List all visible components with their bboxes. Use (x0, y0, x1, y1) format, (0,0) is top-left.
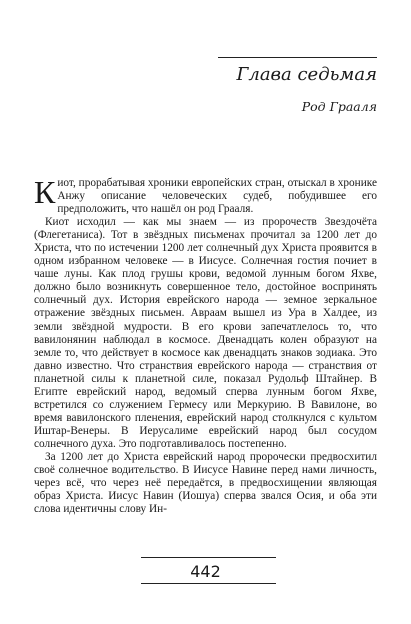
paragraph-1-text: иот, прорабатывая хроники европейских стран, отыскал в хронике Анжу описание человеческих судеб, побудившее его предположить, что нашёл он род Грааля. (57, 177, 377, 216)
page-number: 442 (190, 562, 221, 581)
paragraph-2: Киот исходил — как мы знаем — из пророчеств Звездочёта (Флегетаниса). Тот в звёздных письменах прочитал за 1200 лет до Христа, что по истечении 1200 лет солнечный дух Христа проявится в одном избранном человеке — в Иисусе. Солнечная гостия почиет в чаше луны. Как плод грушы крови, ведомой лунным богом Яхве, должно было возникнуть совершенное тело, достойное воспринять солнечный дух. История еврейского народа — земное зеркальное отражение звёздных письмен. Авраам вышел из Ура в Халдее, из земли звёздной мудрости. В его крови запечатлелось то, что вавилонянин наблюдал в космосе. Двенадцать колен образуют на земле то, что действует в космосе как двенадцать знаков зодиака. Это давно известно. Что странствия еврейского народа — странствия от планетной силы к планетной силе, показал Рудольф Штайнер. В Египте еврейский народ, ведомый сперва лунным богом Яхве, встретился со служением Гермесу или Меркурию. В Вавилоне, во время вавилонского пленения, еврейский народ столкнулся с культом Иштар-Венеры. В Иерусалиме еврейский народ был сосудом солнечного духа. Это подготавливалось постепенно. (34, 216, 377, 450)
body-text (34, 174, 377, 516)
paragraph-1 (34, 174, 377, 216)
footer-rule-bottom (141, 583, 276, 584)
header-rule (218, 57, 377, 58)
section-title: Род Грааля (301, 99, 377, 114)
paragraph-3: За 1200 лет до Христа еврейский народ пророчески предвосхитил своё солнечное водительство. В Иисусе Навине перед нами личность, через всё, что через неё передаётся, в предвосхищении являющая образ Христа. Иисус Навин (Иошуа) сперва звался Осия, и оба эти слова идентичны слову Ин- (34, 450, 377, 516)
footer-rule-top (141, 557, 276, 558)
drop-cap: К (34, 174, 56, 210)
chapter-title: Глава седьмая (236, 64, 377, 85)
